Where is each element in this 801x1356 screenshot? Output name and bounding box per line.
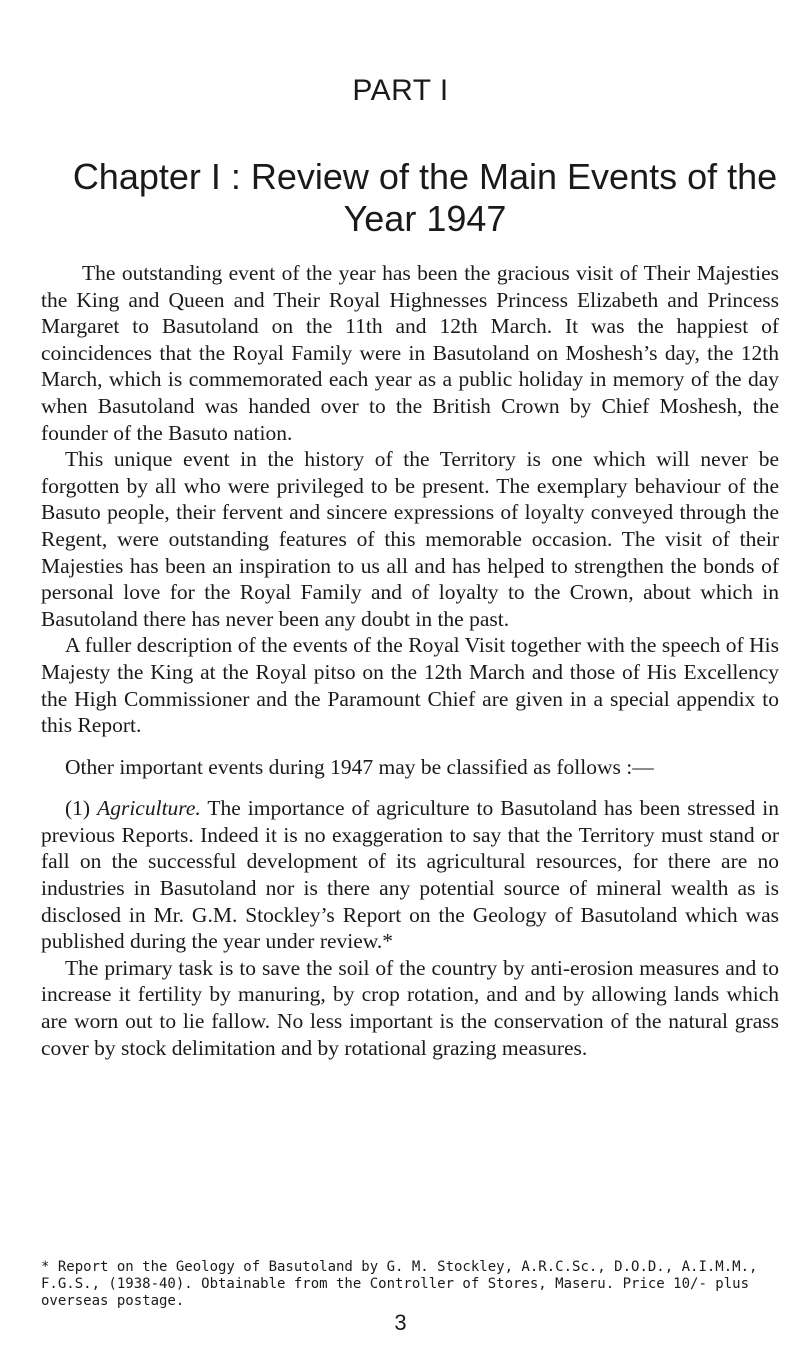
paragraph-other-events: Other important events during 1947 may be classified as follows :— [65, 754, 654, 779]
list-marker: (1) [65, 796, 98, 821]
paragraph-unique-event: This unique event in the history of the Territory is one which will never be forgotten by all who were privileged to be present. The exemplary behaviour of the Basuto people, their fervent and sincere expressions of loyalty conveyed through the Regent, were outstanding features of this memorable occasion. The visit of their Majesties has been an inspiration to us all and has helped to strengthen the bonds of personal love for the Royal Family and of loyalty to the Crown, about which in Basutoland there has never been any doubt in the past. [41, 447, 779, 631]
paragraph-primary-task: The primary task is to save the soil of the country by anti-erosion measures and to increase it fertility by manuring, by crop rotation, and and by allowing lands which are worn out to lie fallow. No less important is the conservation of the natural grass cover by stock delimitation and by rotational grazing measures. [41, 955, 779, 1060]
paragraph-royal-visit: The outstanding event of the year has been the gracious visit of Their Majesties the King and Queen and Their Royal Highnesses Princess Elizabeth and Princess Margaret to Basutoland on the 11th and 12th March. It was the happiest of coincidences that the Royal Family were in Basutoland on Moshesh’s day, the 12th March, which is commemorated each year as a public holiday in memory of the day when Basutoland was handed over to the British Crown by Chief Moshesh, the founder of the Basuto nation. [41, 261, 779, 445]
agriculture-text: The importance of agriculture to Basutoland has been stressed in previous Reports. Indeed it is no exaggeration to say that the Territory must stand or fall on the successful development of its agricultural resources, for there are no industries in Basutoland nor is there any potential source of mineral wealth as is disclosed in Mr. G.M. Stockley’s Report on the Geology of Basutoland which was published during the year under review.* [41, 796, 779, 954]
footnote: * Report on the Geology of Basutoland by G. M. Stockley, A.R.C.Sc., D.O.D., A.I.M.M., F.G.S., (1938-40). Obtainable from the Controller of Stores, Maseru. Price 10/- plus overseas postage. [41, 1259, 758, 1309]
part-title: PART I [352, 74, 449, 107]
paragraph-agriculture [41, 795, 779, 955]
body-text [41, 260, 779, 1061]
chapter-title: Chapter I : Review of the Main Events of the Year 1947 [72, 156, 778, 239]
section-heading-agriculture: Agriculture. [97, 796, 201, 821]
paragraph-fuller-description: A fuller description of the events of the Royal Visit together with the speech of His Majesty the King at the Royal pitso on the 12th March and those of His Excellency the High Commissioner and the Paramount Chief are given in a special appendix to this Report. [41, 633, 779, 738]
page-number: 3 [394, 1310, 407, 1335]
